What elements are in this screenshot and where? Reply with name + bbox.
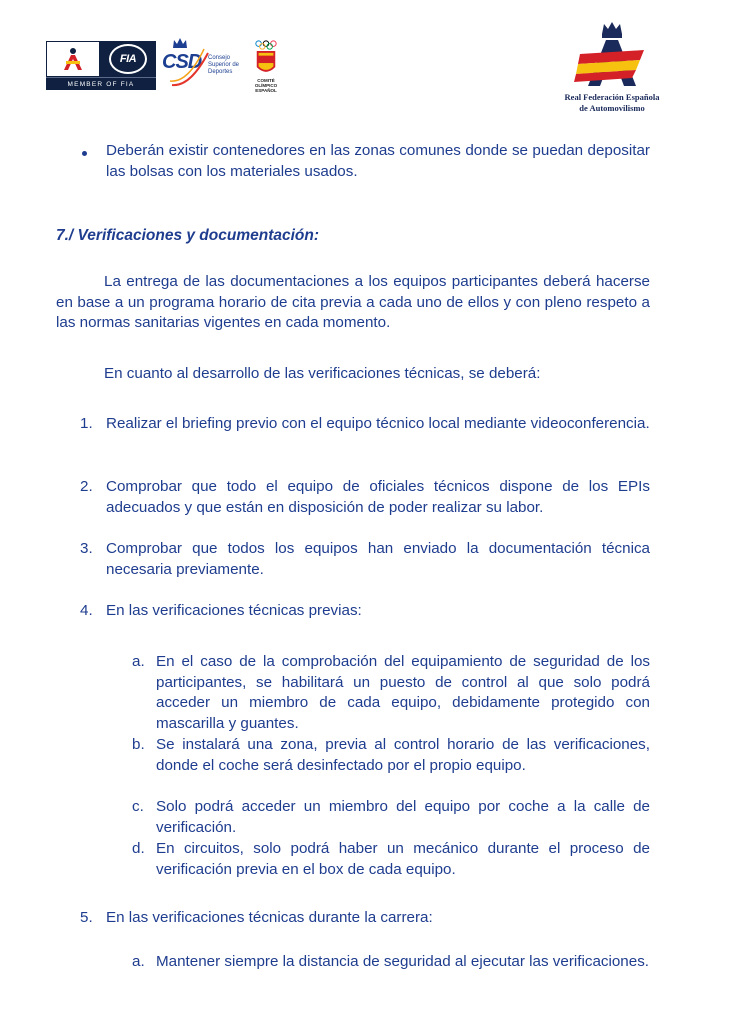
sublist-marker: a. bbox=[132, 653, 145, 670]
list-marker: 4. bbox=[80, 602, 93, 619]
section-heading: 7./ Verificaciones y documentación: bbox=[56, 227, 320, 244]
paragraph-verifications-intro: En cuanto al desarrollo de las verificaciones técnicas, se deberá: bbox=[104, 365, 541, 382]
fia-member-text: MEMBER OF FIA bbox=[46, 77, 156, 91]
coe-logo: COMITÉ OLÍMPICO ESPAÑOL bbox=[246, 39, 286, 93]
paragraph-documentation: La entrega de las documentaciones a los equipos participantes deberá hacerse en base a un programa horario de cita previa a cada uno de ellos y con pleno respeto a las normas sanitarias vigentes en cada momento. bbox=[56, 273, 650, 331]
sublist-item: Se instalará una zona, previa al control horario de las verificaciones, donde el coche será desinfectado por el propio equipo. bbox=[156, 736, 650, 774]
list-marker: 3. bbox=[80, 540, 93, 557]
csd-swoosh-icon bbox=[168, 47, 212, 91]
sublist-item: Solo podrá acceder un miembro del equipo por coche a la calle de verificación. bbox=[156, 798, 650, 836]
list-item: Realizar el briefing previo con el equipo técnico local mediante videoconferencia. bbox=[106, 415, 650, 432]
rfea-small-emblem bbox=[46, 41, 100, 77]
sublist-item: Mantener siempre la distancia de seguridad al ejecutar las verificaciones. bbox=[156, 953, 650, 970]
sublist-item: En circuitos, solo podrá haber un mecánico durante el proceso de verificación previa en el box de cada equipo. bbox=[156, 840, 650, 878]
list-item: Comprobar que todos los equipos han enviado la documentación técnica necesaria previamente. bbox=[106, 540, 650, 578]
list-item: Comprobar que todo el equipo de oficiales técnicos dispone de los EPIs adecuados y que están en disposición de poder realizar su labor. bbox=[106, 478, 650, 516]
csd-logo: CSD Consejo Superior de Deportes bbox=[162, 37, 240, 95]
fia-badge: FIA bbox=[109, 44, 147, 74]
bullet-marker bbox=[82, 151, 87, 156]
sublist-item: En el caso de la comprobación del equipamiento de seguridad de los participantes, se habilitará un puesto de control al que solo podrá acceder un miembro de cada equipo, debidamente protegido con mascarilla y guantes. bbox=[156, 653, 650, 732]
list-marker: 1. bbox=[80, 415, 93, 432]
olympic-rings-emblem bbox=[249, 39, 283, 76]
list-marker: 2. bbox=[80, 478, 93, 495]
sublist-marker: b. bbox=[132, 736, 145, 753]
sublist-marker: a. bbox=[132, 953, 145, 970]
list-item: En las verificaciones técnicas durante la carrera: bbox=[106, 909, 433, 926]
rfea-emblem bbox=[574, 20, 650, 88]
csd-caption: Consejo Superior de Deportes bbox=[208, 55, 240, 75]
sublist-marker: c. bbox=[132, 798, 144, 815]
list-item: En las verificaciones técnicas previas: bbox=[106, 602, 362, 619]
list-marker: 5. bbox=[80, 909, 93, 926]
fia-member-logo bbox=[46, 41, 156, 90]
rfea-logo bbox=[552, 20, 672, 116]
rfea-name: Real Federación Española de Automovilismo bbox=[564, 92, 660, 113]
sublist-marker: d. bbox=[132, 840, 145, 857]
bullet-item-text: Deberán existir contenedores en las zonas comunes donde se puedan depositar las bolsas con los materiales usados. bbox=[106, 142, 650, 180]
